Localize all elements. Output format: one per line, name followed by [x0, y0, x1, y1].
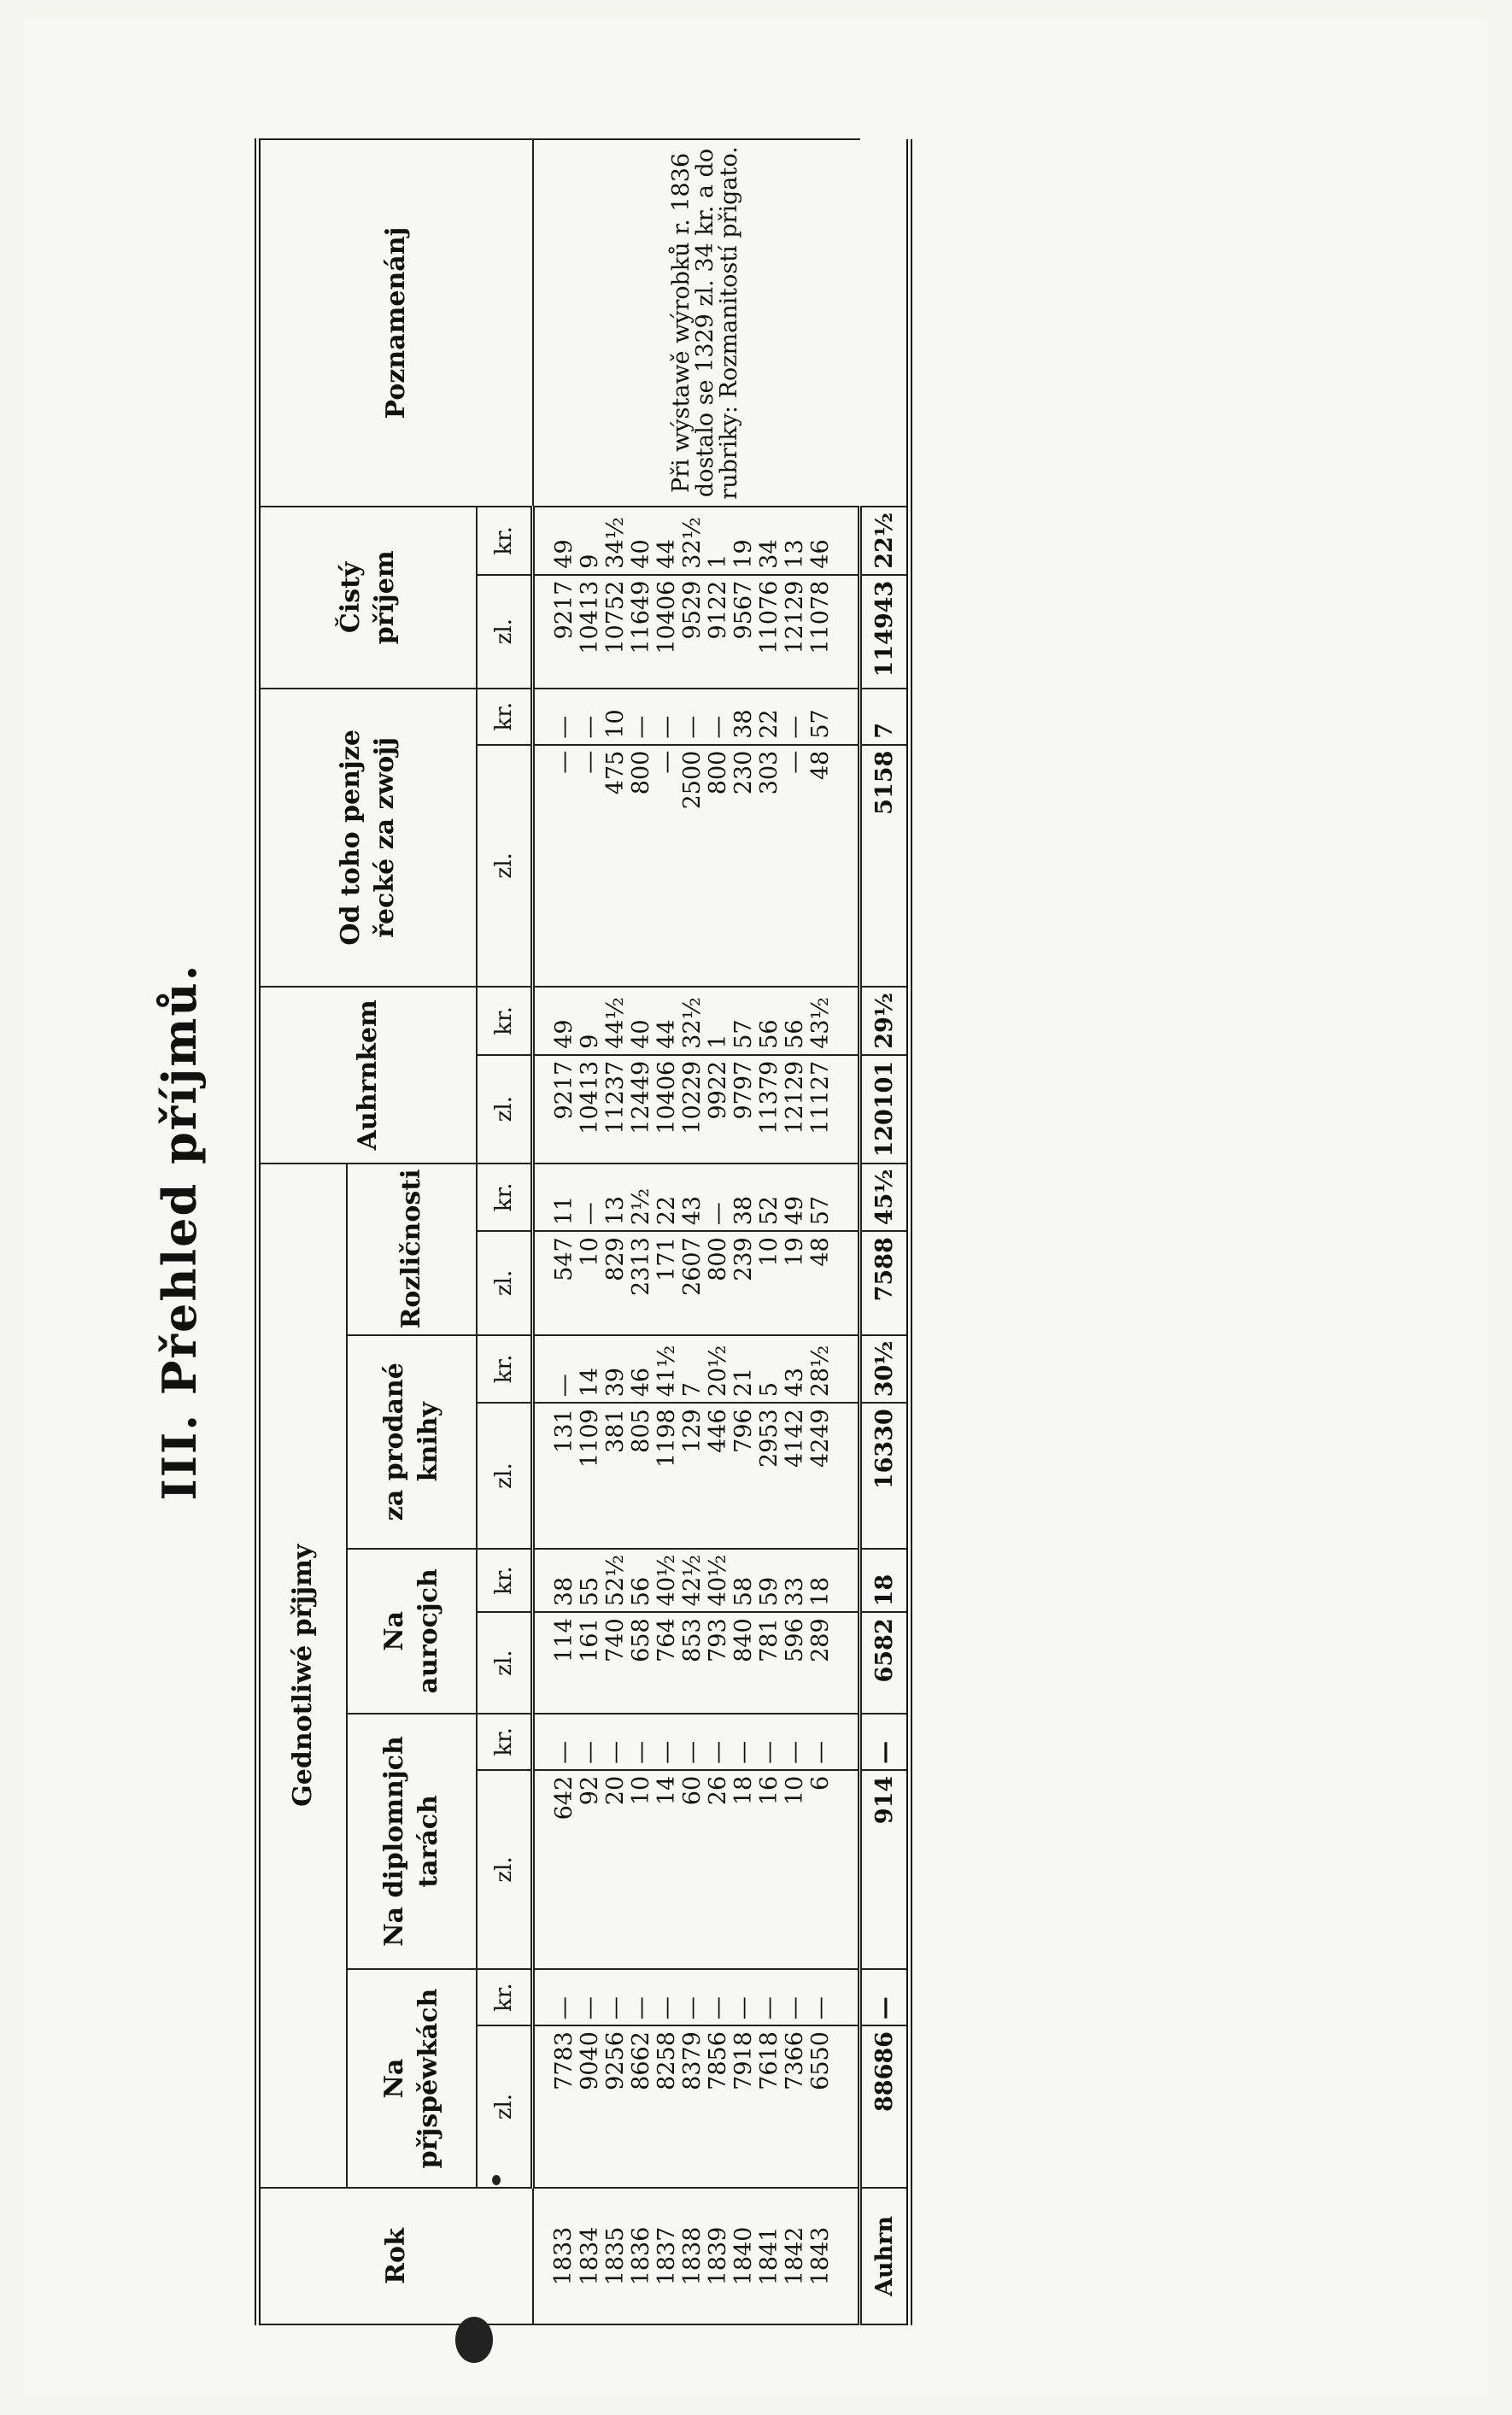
year-cell: 1835 — [603, 2188, 629, 2324]
rotated-table-stage — [135, 121, 1314, 2342]
cell: 7856 — [706, 2025, 731, 2188]
cell: 11379 — [757, 1055, 782, 1164]
table-row — [533, 139, 578, 2324]
cell: — — [577, 1969, 603, 2025]
cell: 9 — [577, 987, 603, 1055]
cell: 38 — [731, 1164, 757, 1232]
table-body — [533, 139, 860, 2324]
unit-zl: zl. — [477, 575, 533, 689]
cell: — — [654, 1969, 680, 2025]
cell: 48 — [808, 745, 860, 987]
cell: 446 — [706, 1403, 731, 1549]
cell: 1 — [706, 987, 731, 1055]
cell: 34 — [757, 507, 782, 575]
cell: — — [757, 1969, 782, 2025]
cell: 171 — [654, 1231, 680, 1334]
cell: 11237 — [603, 1055, 629, 1164]
cell: 10229 — [680, 1055, 706, 1164]
cell: — — [680, 1969, 706, 2025]
unit-zl: zl. — [477, 2025, 533, 2188]
cell: 800 — [706, 1231, 731, 1334]
cell: — — [603, 1969, 629, 2025]
note-text: Při wýstawě wýrobků r. 1836 dostalo se 1329 zl. 34 kr. a do rubriky: Rozmanitostí přigato. — [533, 139, 860, 507]
total-row — [860, 139, 910, 2324]
unit-kr: kr. — [477, 1549, 533, 1613]
header-individual-income: Gednotliwé přjjmy — [258, 1164, 348, 2188]
cell: 800 — [706, 745, 731, 987]
cell: 12129 — [782, 575, 808, 689]
cell: 381 — [603, 1403, 629, 1549]
header-books-sold: za prodané knihy — [347, 1335, 477, 1549]
cell: 9797 — [731, 1055, 757, 1164]
cell: 38 — [731, 689, 757, 745]
cell: 230 — [731, 745, 757, 987]
cell: — — [782, 745, 808, 987]
cell: 10413 — [577, 575, 603, 689]
cell: — — [654, 745, 680, 987]
income-table — [255, 138, 912, 2325]
cell: 1109 — [577, 1403, 603, 1549]
cell: 46 — [808, 507, 860, 575]
cell: 7 — [860, 689, 910, 745]
page-title: III. Přehled příjmů. — [152, 963, 207, 1501]
cell: 30½ — [860, 1335, 910, 1404]
cell: 1198 — [654, 1403, 680, 1549]
cell: 10413 — [577, 1055, 603, 1164]
year-cell: 1837 — [654, 2188, 680, 2324]
cell: — — [533, 1714, 578, 1770]
cell: — — [860, 1969, 910, 2025]
cell: — — [680, 689, 706, 745]
cell: — — [808, 1969, 860, 2025]
cell: 9122 — [706, 575, 731, 689]
cell: 56 — [757, 987, 782, 1055]
cell: — — [533, 689, 578, 745]
header-notes: Poznamenánj — [258, 139, 533, 507]
cell: 9256 — [603, 2025, 629, 2188]
cell: — — [654, 689, 680, 745]
cell: — — [629, 1714, 654, 1770]
cell: 7783 — [533, 2025, 578, 2188]
cell: — — [782, 689, 808, 745]
cell: 28½ — [808, 1335, 860, 1404]
cell: 2500 — [680, 745, 706, 987]
cell: 7588 — [860, 1231, 910, 1334]
cell: 8379 — [680, 2025, 706, 2188]
cell: 13 — [603, 1164, 629, 1232]
cell: 52½ — [603, 1549, 629, 1613]
cell: 4142 — [782, 1403, 808, 1549]
cell: 49 — [533, 507, 578, 575]
cell: 44 — [654, 507, 680, 575]
cell: — — [603, 1714, 629, 1770]
cell: 10 — [577, 1231, 603, 1334]
cell: 9217 — [533, 575, 578, 689]
cell: 9529 — [680, 575, 706, 689]
cell: — — [757, 1714, 782, 1770]
cell: 9217 — [533, 1055, 578, 1164]
cell: 303 — [757, 745, 782, 987]
year-cell: 1838 — [680, 2188, 706, 2324]
cell: 88686 — [860, 2025, 910, 2188]
cell: 13 — [782, 507, 808, 575]
cell: 7 — [680, 1335, 706, 1404]
cell: 42½ — [680, 1549, 706, 1613]
header-net-income: Čistý příjem — [258, 507, 478, 689]
unit-zl: zl. — [477, 1055, 533, 1164]
cell: 26 — [706, 1770, 731, 1969]
header-interest: Na aurocjch — [347, 1549, 477, 1714]
cell: 853 — [680, 1612, 706, 1713]
year-cell: 1836 — [629, 2188, 654, 2324]
cell: — — [782, 1714, 808, 1770]
cell: 914 — [860, 1770, 910, 1969]
cell: 6582 — [860, 1612, 910, 1713]
cell: 11 — [533, 1164, 578, 1232]
cell: 49 — [782, 1164, 808, 1232]
cell: 4249 — [808, 1403, 860, 1549]
cell: 7618 — [757, 2025, 782, 2188]
cell: 547 — [533, 1231, 578, 1334]
cell: 9 — [577, 507, 603, 575]
cell: — — [533, 745, 578, 987]
cell: 2½ — [629, 1164, 654, 1232]
cell: 793 — [706, 1612, 731, 1713]
header-year: Rok — [258, 2188, 533, 2324]
unit-kr: kr. — [477, 1969, 533, 2025]
cell: 2607 — [680, 1231, 706, 1334]
cell: 22½ — [860, 507, 910, 575]
unit-kr: kr. — [477, 987, 533, 1055]
cell: — — [706, 1969, 731, 2025]
cell: 129 — [680, 1403, 706, 1549]
cell: 48 — [808, 1231, 860, 1334]
cell: 21 — [731, 1335, 757, 1404]
cell: 840 — [731, 1612, 757, 1713]
cell: 11076 — [757, 575, 782, 689]
cell: 52 — [757, 1164, 782, 1232]
cell: 16 — [757, 1770, 782, 1969]
cell: 10752 — [603, 575, 629, 689]
cell: 11649 — [629, 575, 654, 689]
cell: 45½ — [860, 1164, 910, 1232]
cell: — — [577, 1164, 603, 1232]
unit-zl: zl. — [477, 1403, 533, 1549]
cell: 18 — [731, 1770, 757, 1969]
cell: — — [629, 1969, 654, 2025]
cell: 19 — [731, 507, 757, 575]
cell: 781 — [757, 1612, 782, 1713]
cell: 642 — [533, 1770, 578, 1969]
cell: 59 — [757, 1549, 782, 1613]
cell: 10406 — [654, 575, 680, 689]
cell: 10 — [757, 1231, 782, 1334]
unit-zl: zl. — [477, 745, 533, 987]
cell: 38 — [533, 1549, 578, 1613]
cell: 12449 — [629, 1055, 654, 1164]
unit-kr: kr. — [477, 1714, 533, 1770]
total-label: Auhrn — [860, 2188, 910, 2324]
cell: 289 — [808, 1612, 860, 1713]
cell: — — [577, 745, 603, 987]
cell: 10 — [629, 1770, 654, 1969]
cell: 55 — [577, 1549, 603, 1613]
cell: 6550 — [808, 2025, 860, 2188]
page-paper — [24, 19, 1488, 2394]
header-total: Auhrnkem — [258, 987, 478, 1163]
cell: — — [577, 689, 603, 745]
cell: 22 — [757, 689, 782, 745]
cell: 658 — [629, 1612, 654, 1713]
cell: 40½ — [654, 1549, 680, 1613]
cell: 56 — [782, 987, 808, 1055]
cell: 114943 — [860, 575, 910, 689]
unit-kr: kr. — [477, 507, 533, 575]
year-cell: 1839 — [706, 2188, 731, 2324]
cell: — — [731, 1969, 757, 2025]
cell: 39 — [603, 1335, 629, 1404]
cell: 34½ — [603, 507, 629, 575]
year-cell: 1833 — [533, 2188, 578, 2324]
cell: — — [577, 1714, 603, 1770]
cell: 7918 — [731, 2025, 757, 2188]
cell: 829 — [603, 1231, 629, 1334]
cell: 5 — [757, 1335, 782, 1404]
cell: 2953 — [757, 1403, 782, 1549]
cell: — — [706, 1714, 731, 1770]
cell: 40 — [629, 987, 654, 1055]
cell: 19 — [782, 1231, 808, 1334]
cell: 7366 — [782, 2025, 808, 2188]
cell: 43 — [680, 1164, 706, 1232]
cell: 475 — [603, 745, 629, 987]
cell: 92 — [577, 1770, 603, 1969]
year-cell: 1841 — [757, 2188, 782, 2324]
cell: 57 — [808, 1164, 860, 1232]
cell: 44½ — [603, 987, 629, 1055]
unit-kr: kr. — [477, 1164, 533, 1232]
cell: 22 — [654, 1164, 680, 1232]
year-cell: 1843 — [808, 2188, 860, 2324]
cell: 29½ — [860, 987, 910, 1055]
header-diploma-fees: Na diplomnjch tarách — [347, 1714, 477, 1969]
cell: 57 — [731, 987, 757, 1055]
cell: 5158 — [860, 745, 910, 987]
cell: — — [808, 1714, 860, 1770]
unit-zl: zl. — [477, 1612, 533, 1713]
cell: 764 — [654, 1612, 680, 1713]
cell: 12129 — [782, 1055, 808, 1164]
cell: — — [654, 1714, 680, 1770]
cell: 41½ — [654, 1335, 680, 1404]
cell: 161 — [577, 1612, 603, 1713]
cell: 120101 — [860, 1055, 910, 1164]
cell: — — [533, 1335, 578, 1404]
cell: 805 — [629, 1403, 654, 1549]
cell: 20½ — [706, 1335, 731, 1404]
cell: — — [680, 1714, 706, 1770]
cell: — — [782, 1969, 808, 2025]
cell: 8662 — [629, 2025, 654, 2188]
year-cell: 1842 — [782, 2188, 808, 2324]
unit-zl: zl. — [477, 1770, 533, 1969]
cell: 239 — [731, 1231, 757, 1334]
cell: 740 — [603, 1612, 629, 1713]
cell: — — [533, 1969, 578, 2025]
cell: 16330 — [860, 1403, 910, 1549]
cell: 18 — [860, 1549, 910, 1613]
cell: 56 — [629, 1549, 654, 1613]
cell: 1 — [706, 507, 731, 575]
cell: 18 — [808, 1549, 860, 1613]
cell: 596 — [782, 1612, 808, 1713]
cell: 10406 — [654, 1055, 680, 1164]
cell: 40½ — [706, 1549, 731, 1613]
cell: 32½ — [680, 507, 706, 575]
cell: 11127 — [808, 1055, 860, 1164]
cell: 2313 — [629, 1231, 654, 1334]
unit-kr: kr. — [477, 689, 533, 745]
cell: 9922 — [706, 1055, 731, 1164]
cell: — — [629, 689, 654, 745]
year-cell: 1834 — [577, 2188, 603, 2324]
cell: 6 — [808, 1770, 860, 1969]
cell: — — [860, 1714, 910, 1770]
cell: 9040 — [577, 2025, 603, 2188]
cell: 20 — [603, 1770, 629, 1969]
cell: 10 — [782, 1770, 808, 1969]
header-deduction: Od toho penjze řecké za zwojj — [258, 689, 478, 987]
header-contributions: Na přjspěwkách — [347, 1969, 477, 2188]
cell: 60 — [680, 1770, 706, 1969]
header-miscellaneous: Rozličnosti — [347, 1164, 477, 1335]
cell: 800 — [629, 745, 654, 987]
cell: 44 — [654, 987, 680, 1055]
cell: 8258 — [654, 2025, 680, 2188]
cell: — — [706, 689, 731, 745]
cell: 33 — [782, 1549, 808, 1613]
cell: 40 — [629, 507, 654, 575]
cell: 57 — [808, 689, 860, 745]
cell: — — [706, 1164, 731, 1232]
cell: 49 — [533, 987, 578, 1055]
unit-zl: zl. — [477, 1231, 533, 1334]
cell: 114 — [533, 1612, 578, 1713]
cell: 14 — [577, 1335, 603, 1404]
cell: 43 — [782, 1335, 808, 1404]
year-cell: 1840 — [731, 2188, 757, 2324]
cell: 46 — [629, 1335, 654, 1404]
cell: 796 — [731, 1403, 757, 1549]
cell: 10 — [603, 689, 629, 745]
cell: 14 — [654, 1770, 680, 1969]
cell: 58 — [731, 1549, 757, 1613]
cell: 131 — [533, 1403, 578, 1549]
cell: 43½ — [808, 987, 860, 1055]
unit-kr: kr. — [477, 1335, 533, 1404]
cell: 32½ — [680, 987, 706, 1055]
cell: — — [731, 1714, 757, 1770]
cell: 11078 — [808, 575, 860, 689]
cell: 9567 — [731, 575, 757, 689]
